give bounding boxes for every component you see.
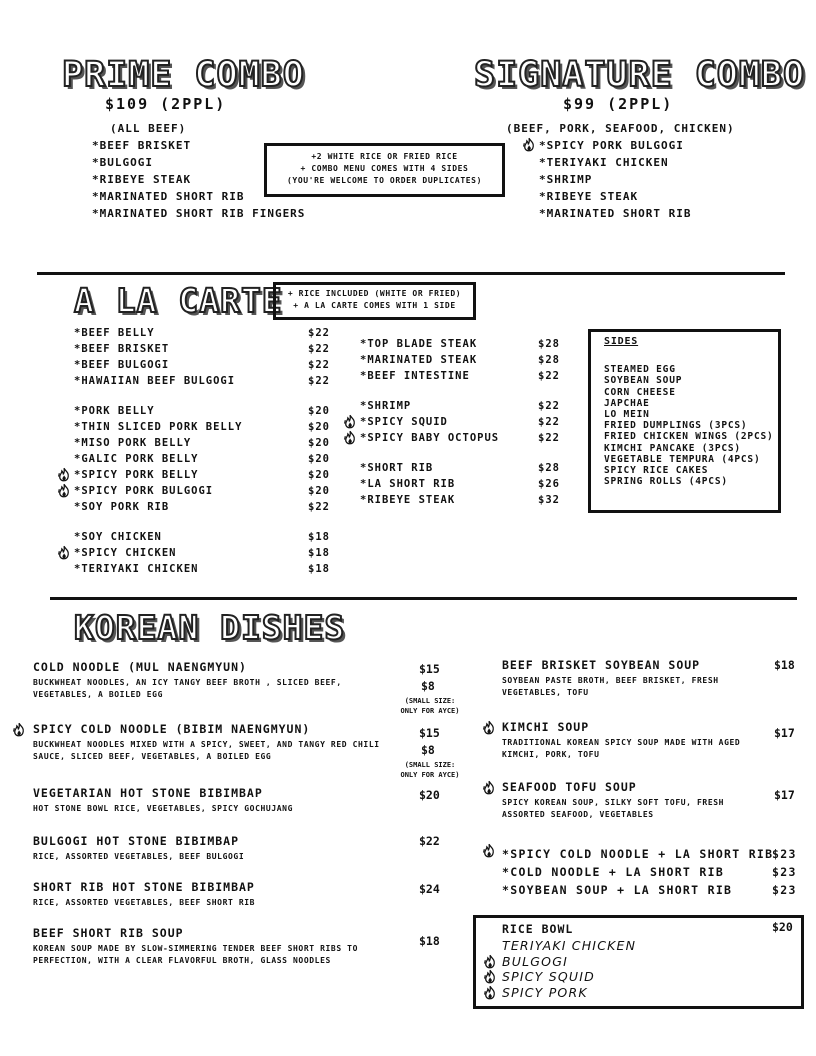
dish-price: $15 [419, 662, 440, 676]
spicy-flame-icon [482, 720, 496, 735]
dish-small-note: (SMALL SIZE: ONLY FOR AYCE) [400, 697, 460, 715]
dish-price-small: $8 [421, 743, 435, 757]
prime-item: *BEEF BRISKET [92, 139, 192, 152]
menu-item: *GALIC PORK BELLY $20 [74, 453, 330, 465]
spicy-flame-icon [343, 414, 357, 429]
dish-price: $20 [419, 788, 440, 802]
dish-desc: KOREAN SOUP MADE BY SLOW-SIMMERING TENDER BEEF SHORT RIBS TO PERFECTION, WITH A CLEAR FLAVORFUL BROTH, GLASS NOODLES [33, 944, 358, 965]
dish-desc: BUCKWHEAT NOODLES, AN ICY TANGY BEEF BROTH , SLICED BEEF, VEGETABLES, A BOILED EGG [33, 678, 342, 699]
dish-item [33, 834, 463, 880]
dish-item [33, 880, 463, 926]
signature-combo-price: $99 (2PPL) [563, 95, 674, 113]
signature-combo-note: (BEEF, PORK, SEAFOOD, CHICKEN) [506, 122, 735, 135]
dish-desc: RICE, ASSORTED VEGETABLES, BEEF SHORT RIB [33, 898, 256, 907]
signature-item: *RIBEYE STEAK [539, 190, 639, 203]
menu-item: *SPICY BABY OCTOPUS $22 [360, 430, 570, 446]
prime-combo-price: $109 (2PPL) [105, 95, 227, 113]
spicy-flame-icon [482, 843, 496, 858]
dish-name: COLD NOODLE (MUL NAENGMYUN) [33, 660, 247, 674]
dish-price: $15 [419, 726, 440, 740]
spicy-flame-icon [483, 954, 497, 969]
alacarte-title: A LA CARTE [74, 281, 283, 320]
side-item: FRIED DUMPLINGS (3PCS) [604, 420, 748, 432]
spicy-flame-icon [343, 430, 357, 445]
alacarte-col2 [360, 336, 570, 508]
sides-title: SIDES [604, 336, 639, 347]
side-item: CORN CHEESE [604, 386, 676, 398]
side-item: LO MEIN [604, 409, 650, 421]
side-item: STEAMED EGG [604, 364, 676, 376]
menu-item: *BEEF BRISKET $22 [74, 343, 330, 355]
alacarte-info-line: + A LA CARTE COMES WITH 1 SIDE [293, 301, 456, 310]
dish-price: $18 [419, 934, 440, 948]
dish-desc: HOT STONE BOWL RICE, VEGETABLES, SPICY GOCHUJANG [33, 804, 293, 813]
dish-item [502, 720, 802, 780]
combo-item: *SPICY COLD NOODLE + LA SHORT RIB $23 [502, 845, 802, 863]
menu-item: *BEEF BELLY $22 [74, 327, 330, 339]
rice-bowl-title: RICE BOWL [502, 922, 574, 936]
prime-item: *MARINATED SHORT RIB FINGERS [92, 207, 306, 220]
dish-name: SPICY COLD NOODLE (BIBIM NAENGMYUN) [33, 722, 311, 736]
combo-info-line: (YOU'RE WELCOME TO ORDER DUPLICATES) [287, 176, 482, 185]
signature-combo-items [539, 137, 691, 222]
side-item: SOYBEAN SOUP [604, 375, 683, 387]
divider-rule [37, 272, 785, 275]
rice-bowl-item: BULGOGI [502, 954, 801, 970]
signature-item: *SPICY PORK BULGOGI [539, 137, 691, 154]
dish-name: KIMCHI SOUP [502, 720, 590, 734]
combo-item: *COLD NOODLE + LA SHORT RIB $23 [502, 865, 797, 879]
menu-item: *PORK BELLY $20 [74, 405, 330, 417]
side-item: KIMCHI PANCAKE (3PCS) [604, 442, 741, 454]
rice-bowl-item: TERIYAKI CHICKEN [502, 938, 637, 953]
spicy-flame-icon [522, 137, 536, 152]
spicy-flame-icon [57, 483, 71, 498]
menu-item: *BEEF INTESTINE $22 [360, 370, 560, 382]
menu-item: *SPICY SQUID $22 [360, 414, 570, 430]
menu-item: *SPICY CHICKEN $18 [74, 545, 334, 561]
prime-combo-title: PRIME COMBO [62, 55, 305, 95]
side-item: JAPCHAE [604, 397, 650, 409]
combo-info-line: + COMBO MENU COMES WITH 4 SIDES [300, 164, 469, 173]
dish-price: $17 [774, 788, 795, 802]
prime-item: *BULGOGI [92, 156, 153, 169]
menu-item: *SPICY PORK BULGOGI $20 [74, 483, 334, 499]
signature-item: *MARINATED SHORT RIB [539, 207, 692, 220]
dish-item [502, 780, 802, 838]
menu-item: *TERIYAKI CHICKEN $18 [74, 563, 330, 575]
combo-item: *SOYBEAN SOUP + LA SHORT RIB $23 [502, 883, 797, 897]
menu-item: *SOY CHICKEN $18 [74, 531, 330, 543]
dish-item [33, 660, 463, 722]
menu-item: *RIBEYE STEAK $32 [360, 494, 560, 506]
rice-bowl-price: $20 [772, 920, 793, 934]
side-item: SPRING ROLLS (4PCS) [604, 476, 728, 488]
menu-item: *SPICY PORK BELLY $20 [74, 467, 334, 483]
menu-item: *THIN SLICED PORK BELLY $20 [74, 421, 330, 433]
prime-item: *RIBEYE STEAK [92, 173, 192, 186]
alacarte-info-box [273, 282, 476, 320]
menu-item: *HAWAIIAN BEEF BULGOGI $22 [74, 375, 330, 387]
dish-name: BULGOGI HOT STONE BIBIMBAP [33, 834, 240, 848]
dish-desc: RICE, ASSORTED VEGETABLES, BEEF BULGOGI [33, 852, 245, 861]
combo-info-line: +2 WHITE RICE OR FRIED RICE [311, 152, 458, 161]
dish-desc: TRADITIONAL KOREAN SPICY SOUP MADE WITH AGED KIMCHI, PORK, TOFU [502, 738, 741, 759]
side-item: FRIED CHICKEN WINGS (2PCS) [604, 431, 774, 443]
dish-name: BEEF SHORT RIB SOUP [33, 926, 184, 940]
spicy-flame-icon [482, 780, 496, 795]
side-item: SPICY RICE CAKES [604, 465, 709, 477]
dish-name: SHORT RIB HOT STONE BIBIMBAP [33, 880, 255, 894]
dish-price: $24 [419, 882, 440, 896]
rice-bowl-item: SPICY PORK [502, 985, 801, 1001]
menu-item: *SHRIMP $22 [360, 400, 560, 412]
prime-item: *MARINATED SHORT RIB [92, 190, 245, 203]
korean-right-col [502, 658, 802, 838]
divider-rule [50, 597, 797, 600]
prime-combo-note: (ALL BEEF) [110, 122, 187, 135]
rice-bowl-box [473, 915, 804, 1009]
menu-item: *MARINATED STEAK $28 [360, 354, 560, 366]
dish-desc: BUCKWHEAT NOODLES MIXED WITH A SPICY, SWEET, AND TANGY RED CHILI SAUCE, SLICED BEEF, VEGETABLES, A BOILED EGG [33, 740, 380, 761]
dish-desc: SPICY KOREAN SOUP, SILKY SOFT TOFU, FRESH ASSORTED SEAFOOD, VEGETABLES [502, 798, 725, 819]
korean-left-col [33, 660, 463, 967]
menu-item: *LA SHORT RIB $26 [360, 478, 560, 490]
combo-info-box [264, 143, 505, 197]
dish-item [33, 722, 463, 786]
alacarte-col1 [74, 325, 334, 577]
side-item: VEGETABLE TEMPURA (4PCS) [604, 453, 761, 465]
dish-price-small: $8 [421, 679, 435, 693]
korean-dishes-title: KOREAN DISHES [74, 608, 346, 647]
dish-small-note: (SMALL SIZE: ONLY FOR AYCE) [400, 761, 460, 779]
sides-box [588, 329, 781, 513]
spicy-flame-icon [483, 969, 497, 984]
korean-combos [502, 845, 802, 899]
dish-price: $17 [774, 726, 795, 740]
menu-item: *SHORT RIB $28 [360, 462, 560, 474]
spicy-flame-icon [12, 722, 26, 737]
dish-name: SEAFOOD TOFU SOUP [502, 780, 637, 794]
dish-item [502, 658, 802, 720]
dish-item [33, 786, 463, 834]
menu-item: *BEEF BULGOGI $22 [74, 359, 330, 371]
menu-item: *MISO PORK BELLY $20 [74, 437, 330, 449]
dish-price: $22 [419, 834, 440, 848]
spicy-flame-icon [483, 985, 497, 1000]
dish-item [33, 926, 463, 967]
menu-item: *TOP BLADE STEAK $28 [360, 338, 560, 350]
spicy-flame-icon [57, 467, 71, 482]
spicy-flame-icon [57, 545, 71, 560]
menu-item: *SOY PORK RIB $22 [74, 501, 330, 513]
signature-item: *SHRIMP [539, 173, 593, 186]
dish-desc: SOYBEAN PASTE BROTH, BEEF BRISKET, FRESH VEGETABLES, TOFU [502, 676, 719, 697]
alacarte-info-line: + RICE INCLUDED (WHITE OR FRIED) [287, 289, 462, 298]
signature-combo-title: SIGNATURE COMBO [474, 55, 806, 95]
rice-bowl-item: SPICY SQUID [502, 969, 801, 985]
dish-name: VEGETARIAN HOT STONE BIBIMBAP [33, 786, 263, 800]
dish-name: BEEF BRISKET SOYBEAN SOUP [502, 658, 701, 672]
signature-item: *TERIYAKI CHICKEN [539, 156, 669, 169]
dish-price: $18 [774, 658, 795, 672]
